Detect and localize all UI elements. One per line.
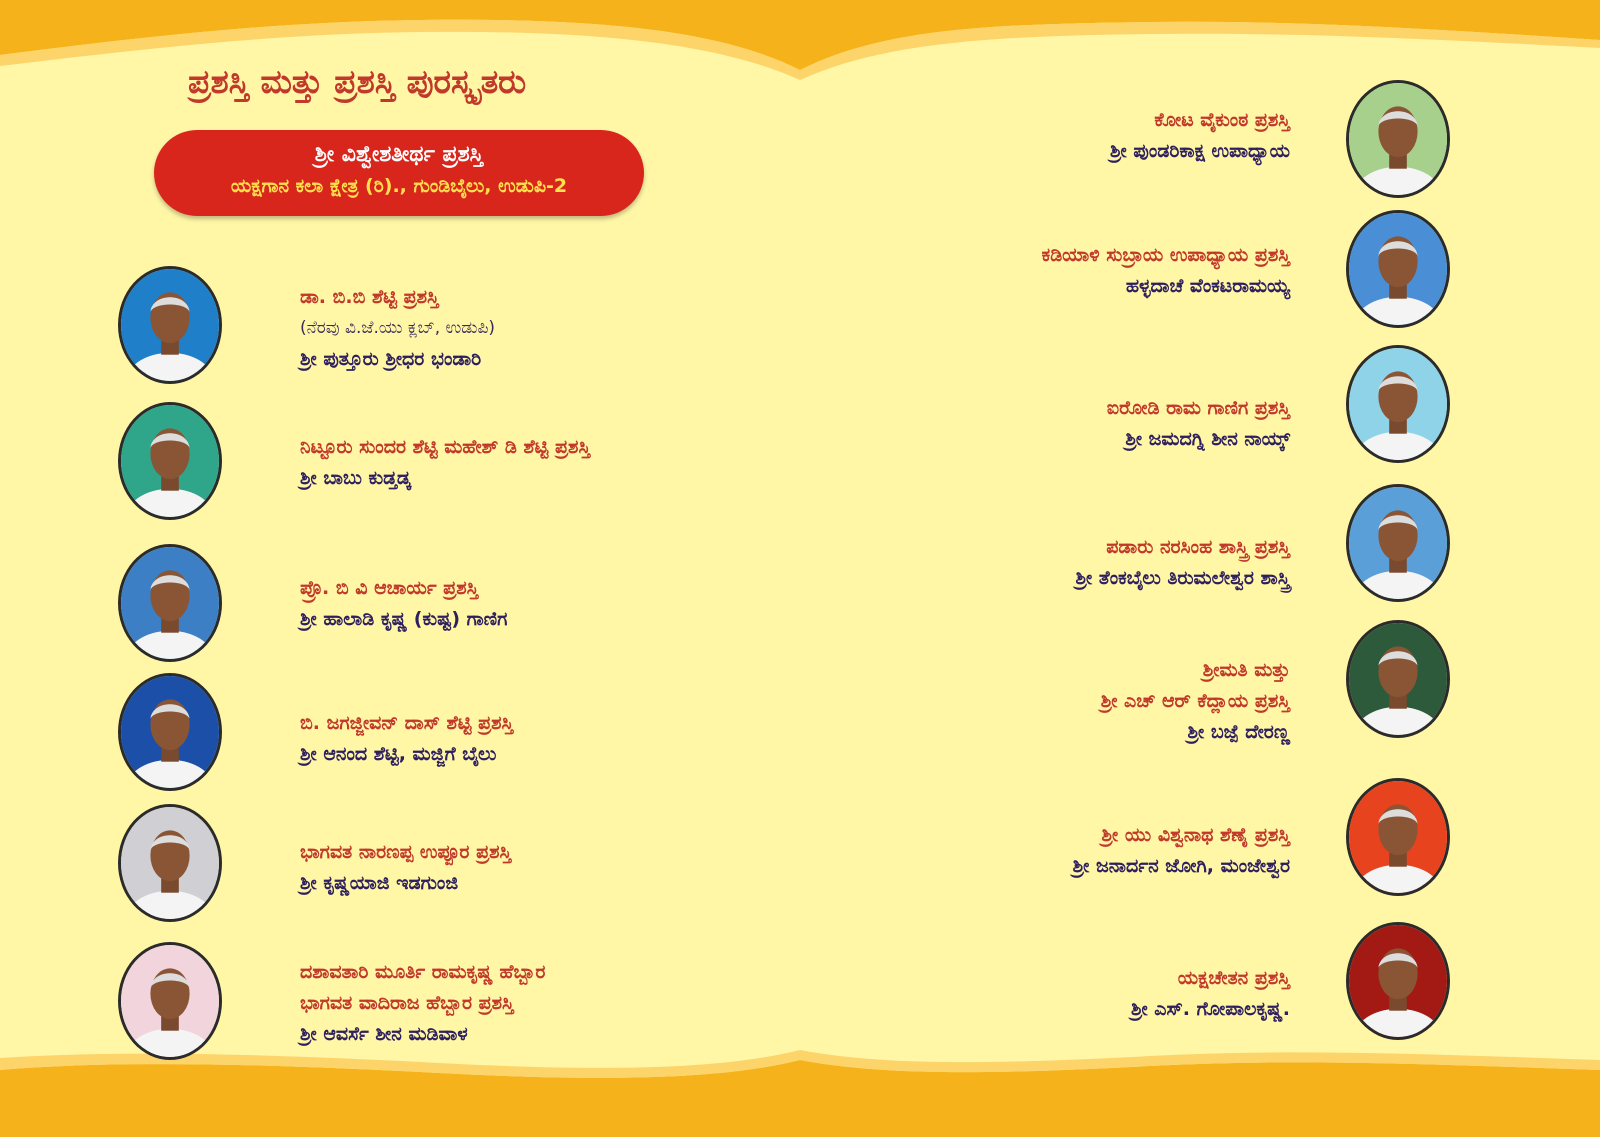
awardee-portrait [1346, 345, 1450, 463]
awardee-text [1107, 393, 1290, 455]
awardee-portrait [1346, 484, 1450, 602]
awardee-name: ಶ್ರೀ ಜನಾರ್ದನ ಜೋಗಿ, ಮಂಜೇಶ್ವರ [1072, 855, 1290, 877]
awardee-text [1131, 963, 1290, 1025]
award-name: ಯಕ್ಷಚೇತನ ಪ್ರಶಸ್ತಿ [1177, 967, 1290, 989]
awardee-portrait [1346, 778, 1450, 896]
awardee-portrait [118, 266, 222, 384]
award-name: ಕೋಟ ವೈಕುಂಠ ಪ್ರಶಸ್ತಿ [1154, 109, 1290, 131]
awardee-portrait [1346, 922, 1450, 1040]
award-name: ಭಾಗವತ ವಾದಿರಾಜ ಹೆಬ್ಬಾರ ಪ್ರಶಸ್ತಿ [300, 992, 514, 1014]
page-title: ಪ್ರಶಸ್ತಿ ಮತ್ತು ಪ್ರಶಸ್ತಿ ಪುರಸ್ಕೃತರು [188, 62, 527, 101]
awardee-portrait [118, 942, 222, 1060]
banner-subtitle: ಯಕ್ಷಗಾನ ಕಲಾ ಕ್ಷೇತ್ರ (ರಿ)., ಗುಂಡಿಬೈಲು, ಉಡುಪಿ-2 [230, 175, 568, 197]
awardee-text [1110, 105, 1290, 167]
awardee-text [300, 957, 545, 1050]
awardee-portrait [118, 804, 222, 922]
award-sponsor: (ನೆರವು ವಿ.ಜೆ.ಯು ಕ್ಲಬ್, ಉಡುಪಿ) [300, 318, 496, 338]
awardee-text [300, 708, 513, 770]
award-name: ದಶಾವತಾರಿ ಮೂರ್ತಿ ರಾಮಕೃಷ್ಣ ಹೆಬ್ಬಾರ [300, 961, 546, 983]
awardee-text [300, 432, 590, 494]
awardee-text [1073, 820, 1290, 882]
awardee-name: ಶ್ರೀ ಬಜ್ಪೆ ದೇರಣ್ಣ [1187, 721, 1290, 743]
awardee-name: ಶ್ರೀ ತೆಂಕಬೈಲು ತಿರುಮಲೇಶ್ವರ ಶಾಸ್ತ್ರಿ [1075, 567, 1290, 589]
awardee-name: ಶ್ರೀ ಎಸ್. ಗೋಪಾಲಕೃಷ್ಣ. [1130, 998, 1290, 1020]
awardee-text [1076, 532, 1290, 594]
award-name: ಪಡಾರು ನರಸಿಂಹ ಶಾಸ್ತ್ರಿ ಪ್ರಶಸ್ತಿ [1106, 536, 1290, 558]
awardee-portrait [118, 402, 222, 520]
awardee-portrait [1346, 210, 1450, 328]
awardee-name: ಶ್ರೀ ಪುಂಡರಿಕಾಕ್ಷ ಉಪಾಧ್ಯಾಯ [1110, 140, 1290, 162]
awardee-name: ಶ್ರೀ ಆವರ್ಸೆ ಶೀನ ಮಡಿವಾಳ [300, 1023, 468, 1045]
awardee-name: ಶ್ರೀ ಹಾಲಾಡಿ ಕೃಷ್ಣ (ಕುಷ್ಟ) ಗಾಣಿಗ [300, 608, 508, 630]
awardee-text [300, 837, 511, 899]
awardee-name: ಶ್ರೀ ಕೃಷ್ಣಯಾಜಿ ಇಡಗುಂಜಿ [300, 872, 459, 894]
awardee-portrait [1346, 620, 1450, 738]
award-banner [154, 130, 644, 216]
awardee-name: ಹಳ್ಳದಾಚೆ ವೆಂಕಟರಾಮಯ್ಯ [1125, 275, 1290, 297]
award-name: ಕಡಿಯಾಳಿ ಸುಬ್ರಾಯ ಉಪಾಧ್ಯಾಯ ಪ್ರಶಸ್ತಿ [1041, 244, 1290, 266]
awardee-portrait [1346, 80, 1450, 198]
awardee-name: ಶ್ರೀ ಬಾಬು ಕುಡ್ತಡ್ಕ [300, 467, 411, 489]
award-name: ಐರೋಡಿ ರಾಮ ಗಾಣಿಗ ಪ್ರಶಸ್ತಿ [1106, 397, 1290, 419]
awardee-text [1042, 240, 1290, 302]
awardee-text [1101, 655, 1290, 748]
award-name: ಡಾ. ಬಿ.ಬಿ ಶೆಟ್ಟಿ ಪ್ರಶಸ್ತಿ [300, 286, 439, 308]
award-name: ಪ್ರೊ. ಬಿ ವಿ ಆಚಾರ್ಯ ಪ್ರಶಸ್ತಿ [300, 577, 479, 599]
award-name: ಶ್ರೀ ಎಚ್ ಆರ್ ಕೆದ್ಲಾಯ ಪ್ರಶಸ್ತಿ [1100, 690, 1290, 712]
award-name: ಶ್ರೀ ಯು ವಿಶ್ವನಾಥ ಶೆಣೈ ಪ್ರಶಸ್ತಿ [1101, 824, 1290, 846]
banner-title: ಶ್ರೀ ವಿಶ್ವೇಶತೀರ್ಥ ಪ್ರಶಸ್ತಿ [314, 142, 484, 167]
award-name: ನಿಟ್ಟೂರು ಸುಂದರ ಶೆಟ್ಟಿ ಮಹೇಶ್ ಡಿ ಶೆಟ್ಟಿ ಪ್ರಶಸ್ತಿ [300, 436, 591, 458]
awardee-name: ಶ್ರೀ ಪುತ್ತೂರು ಶ್ರೀಧರ ಭಂಡಾರಿ [300, 348, 482, 370]
award-name: ಭಾಗವತ ನಾರಣಪ್ಪ ಉಪ್ಪೂರ ಪ್ರಶಸ್ತಿ [300, 841, 512, 863]
award-name: ಬಿ. ಜಗಜ್ಜೀವನ್ ದಾಸ್ ಶೆಟ್ಟಿ ಪ್ರಶಸ್ತಿ [300, 712, 514, 734]
awardee-text [300, 282, 495, 375]
awardee-portrait [118, 544, 222, 662]
awardee-text [300, 573, 507, 635]
awardee-portrait [118, 673, 222, 791]
awardee-name: ಶ್ರೀ ಆನಂದ ಶೆಟ್ಟಿ, ಮಜ್ಜಿಗೆ ಬೈಲು [300, 743, 497, 765]
awardee-name: ಶ್ರೀ ಜಮದಗ್ನಿ ಶೀನ ನಾಯ್ಕ್ [1125, 428, 1290, 450]
award-name: ಶ್ರೀಮತಿ ಮತ್ತು [1202, 659, 1290, 681]
